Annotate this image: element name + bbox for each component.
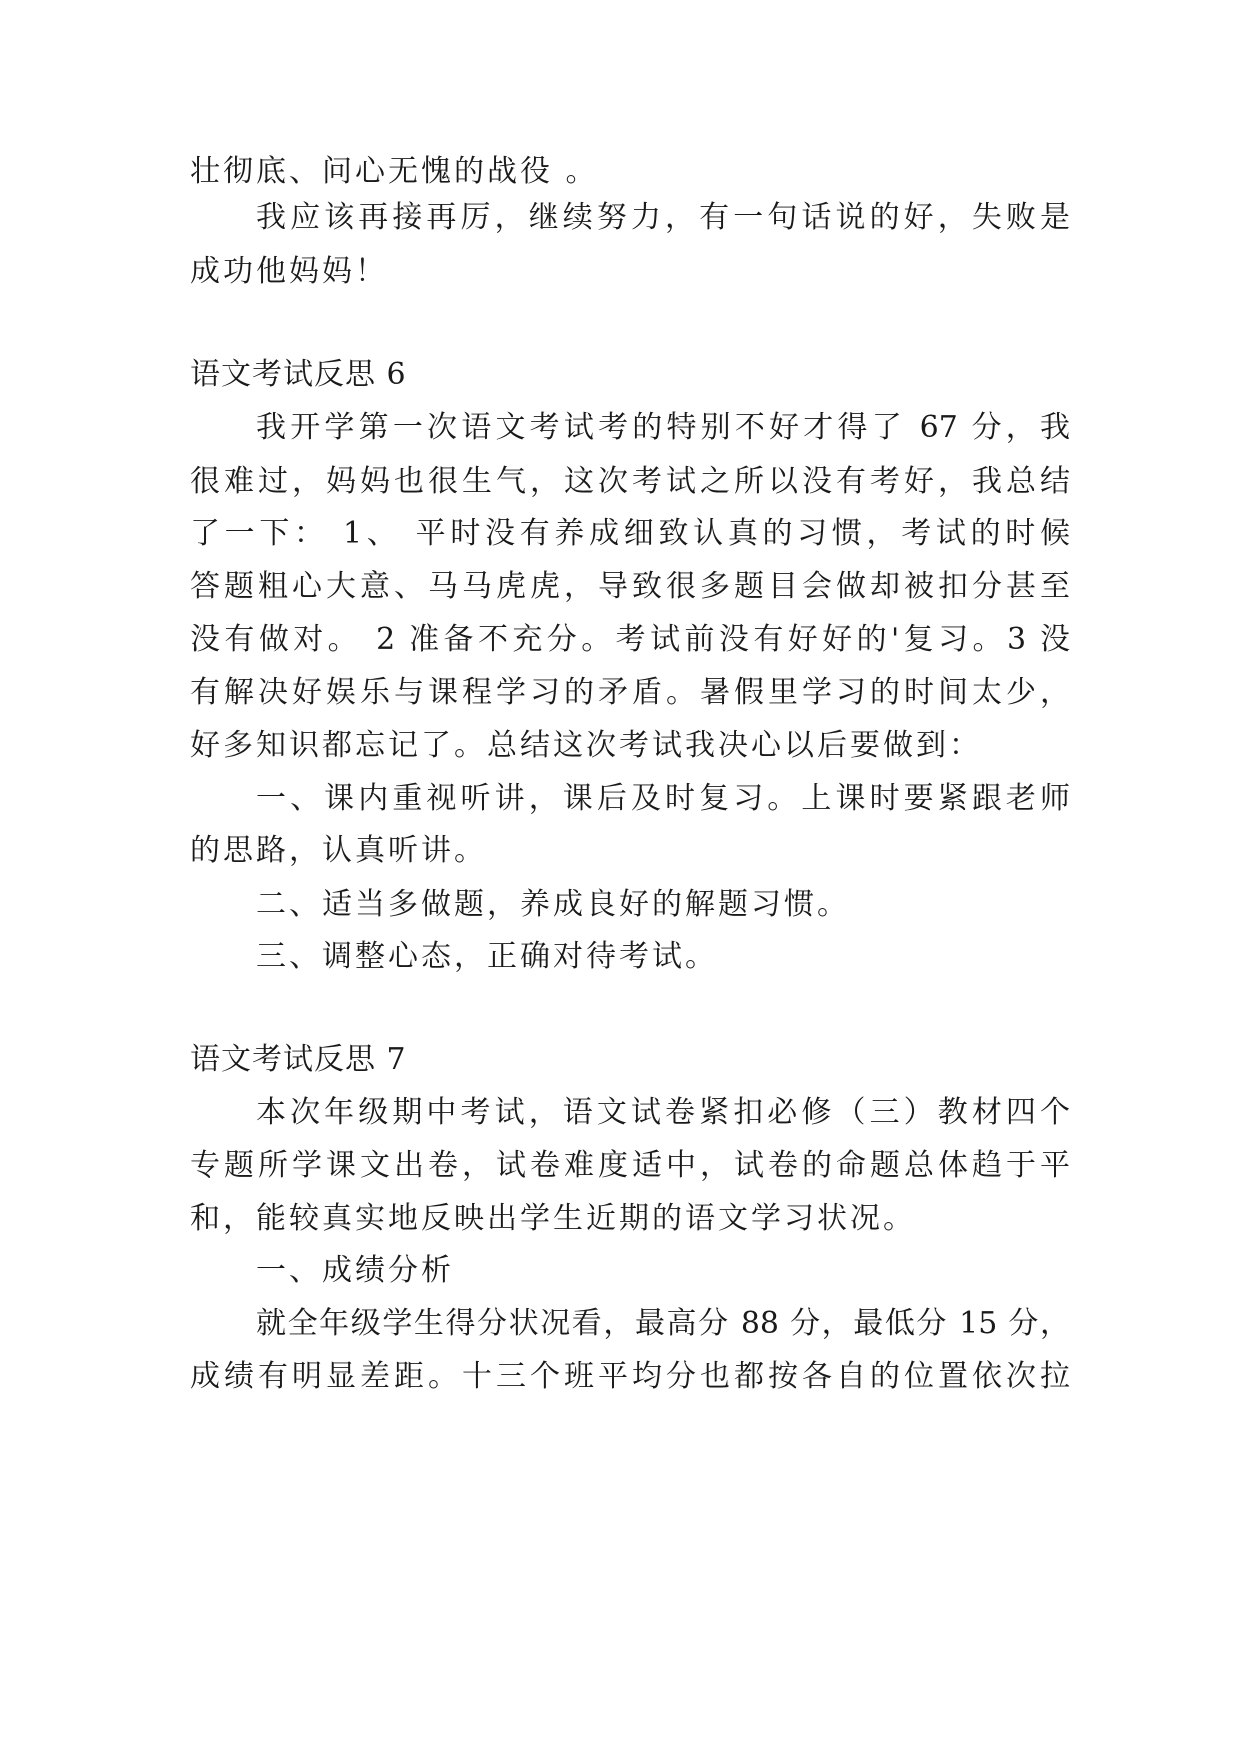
text-line: 我应该再接再厉，继续努力，有一句话说的好，失败是 bbox=[256, 200, 1070, 235]
section-heading: 语文考试反思 6 bbox=[190, 357, 407, 392]
text-line: 的思路，认真听讲。 bbox=[190, 833, 487, 868]
text-line: 成绩有明显差距。十三个班平均分也都按各自的位置依次拉 bbox=[190, 1359, 1070, 1394]
text-line: 了一下： 1、 平时没有养成细致认真的习惯，考试的时候 bbox=[190, 516, 1070, 551]
text-line: 本次年级期中考试，语文试卷紧扣必修（三）教材四个 bbox=[256, 1095, 1070, 1130]
text-line: 一、成绩分析 bbox=[256, 1253, 454, 1288]
text-line: 就全年级学生得分状况看，最高分 88 分，最低分 15 分， bbox=[256, 1306, 1070, 1341]
text-line: 专题所学课文出卷，试卷难度适中，试卷的命题总体趋于平 bbox=[190, 1148, 1070, 1183]
text-line: 三、调整心态，正确对待考试。 bbox=[256, 939, 718, 974]
text-line: 没有做对。 2 准备不充分。考试前没有好好的'复习。3 没 bbox=[190, 622, 1070, 657]
text-line: 很难过，妈妈也很生气，这次考试之所以没有考好，我总结 bbox=[190, 464, 1070, 499]
text-line: 一、课内重视听讲，课后及时复习。上课时要紧跟老师 bbox=[256, 781, 1070, 816]
text-line: 有解决好娱乐与课程学习的矛盾。暑假里学习的时间太少， bbox=[190, 675, 1070, 710]
text-line: 成功他妈妈！ bbox=[190, 254, 388, 289]
text-line: 和，能较真实地反映出学生近期的语文学习状况。 bbox=[190, 1201, 916, 1236]
text-line: 我开学第一次语文考试考的特别不好才得了 67 分，我 bbox=[256, 410, 1070, 445]
section-heading: 语文考试反思 7 bbox=[190, 1042, 407, 1077]
text-line: 好多知识都忘记了。总结这次考试我决心以后要做到： bbox=[190, 728, 982, 763]
text-line: 答题粗心大意、马马虎虎，导致很多题目会做却被扣分甚至 bbox=[190, 569, 1070, 604]
text-line: 二、适当多做题，养成良好的解题习惯。 bbox=[256, 887, 850, 922]
text-line: 壮彻底、问心无愧的战役 。 bbox=[190, 154, 599, 189]
